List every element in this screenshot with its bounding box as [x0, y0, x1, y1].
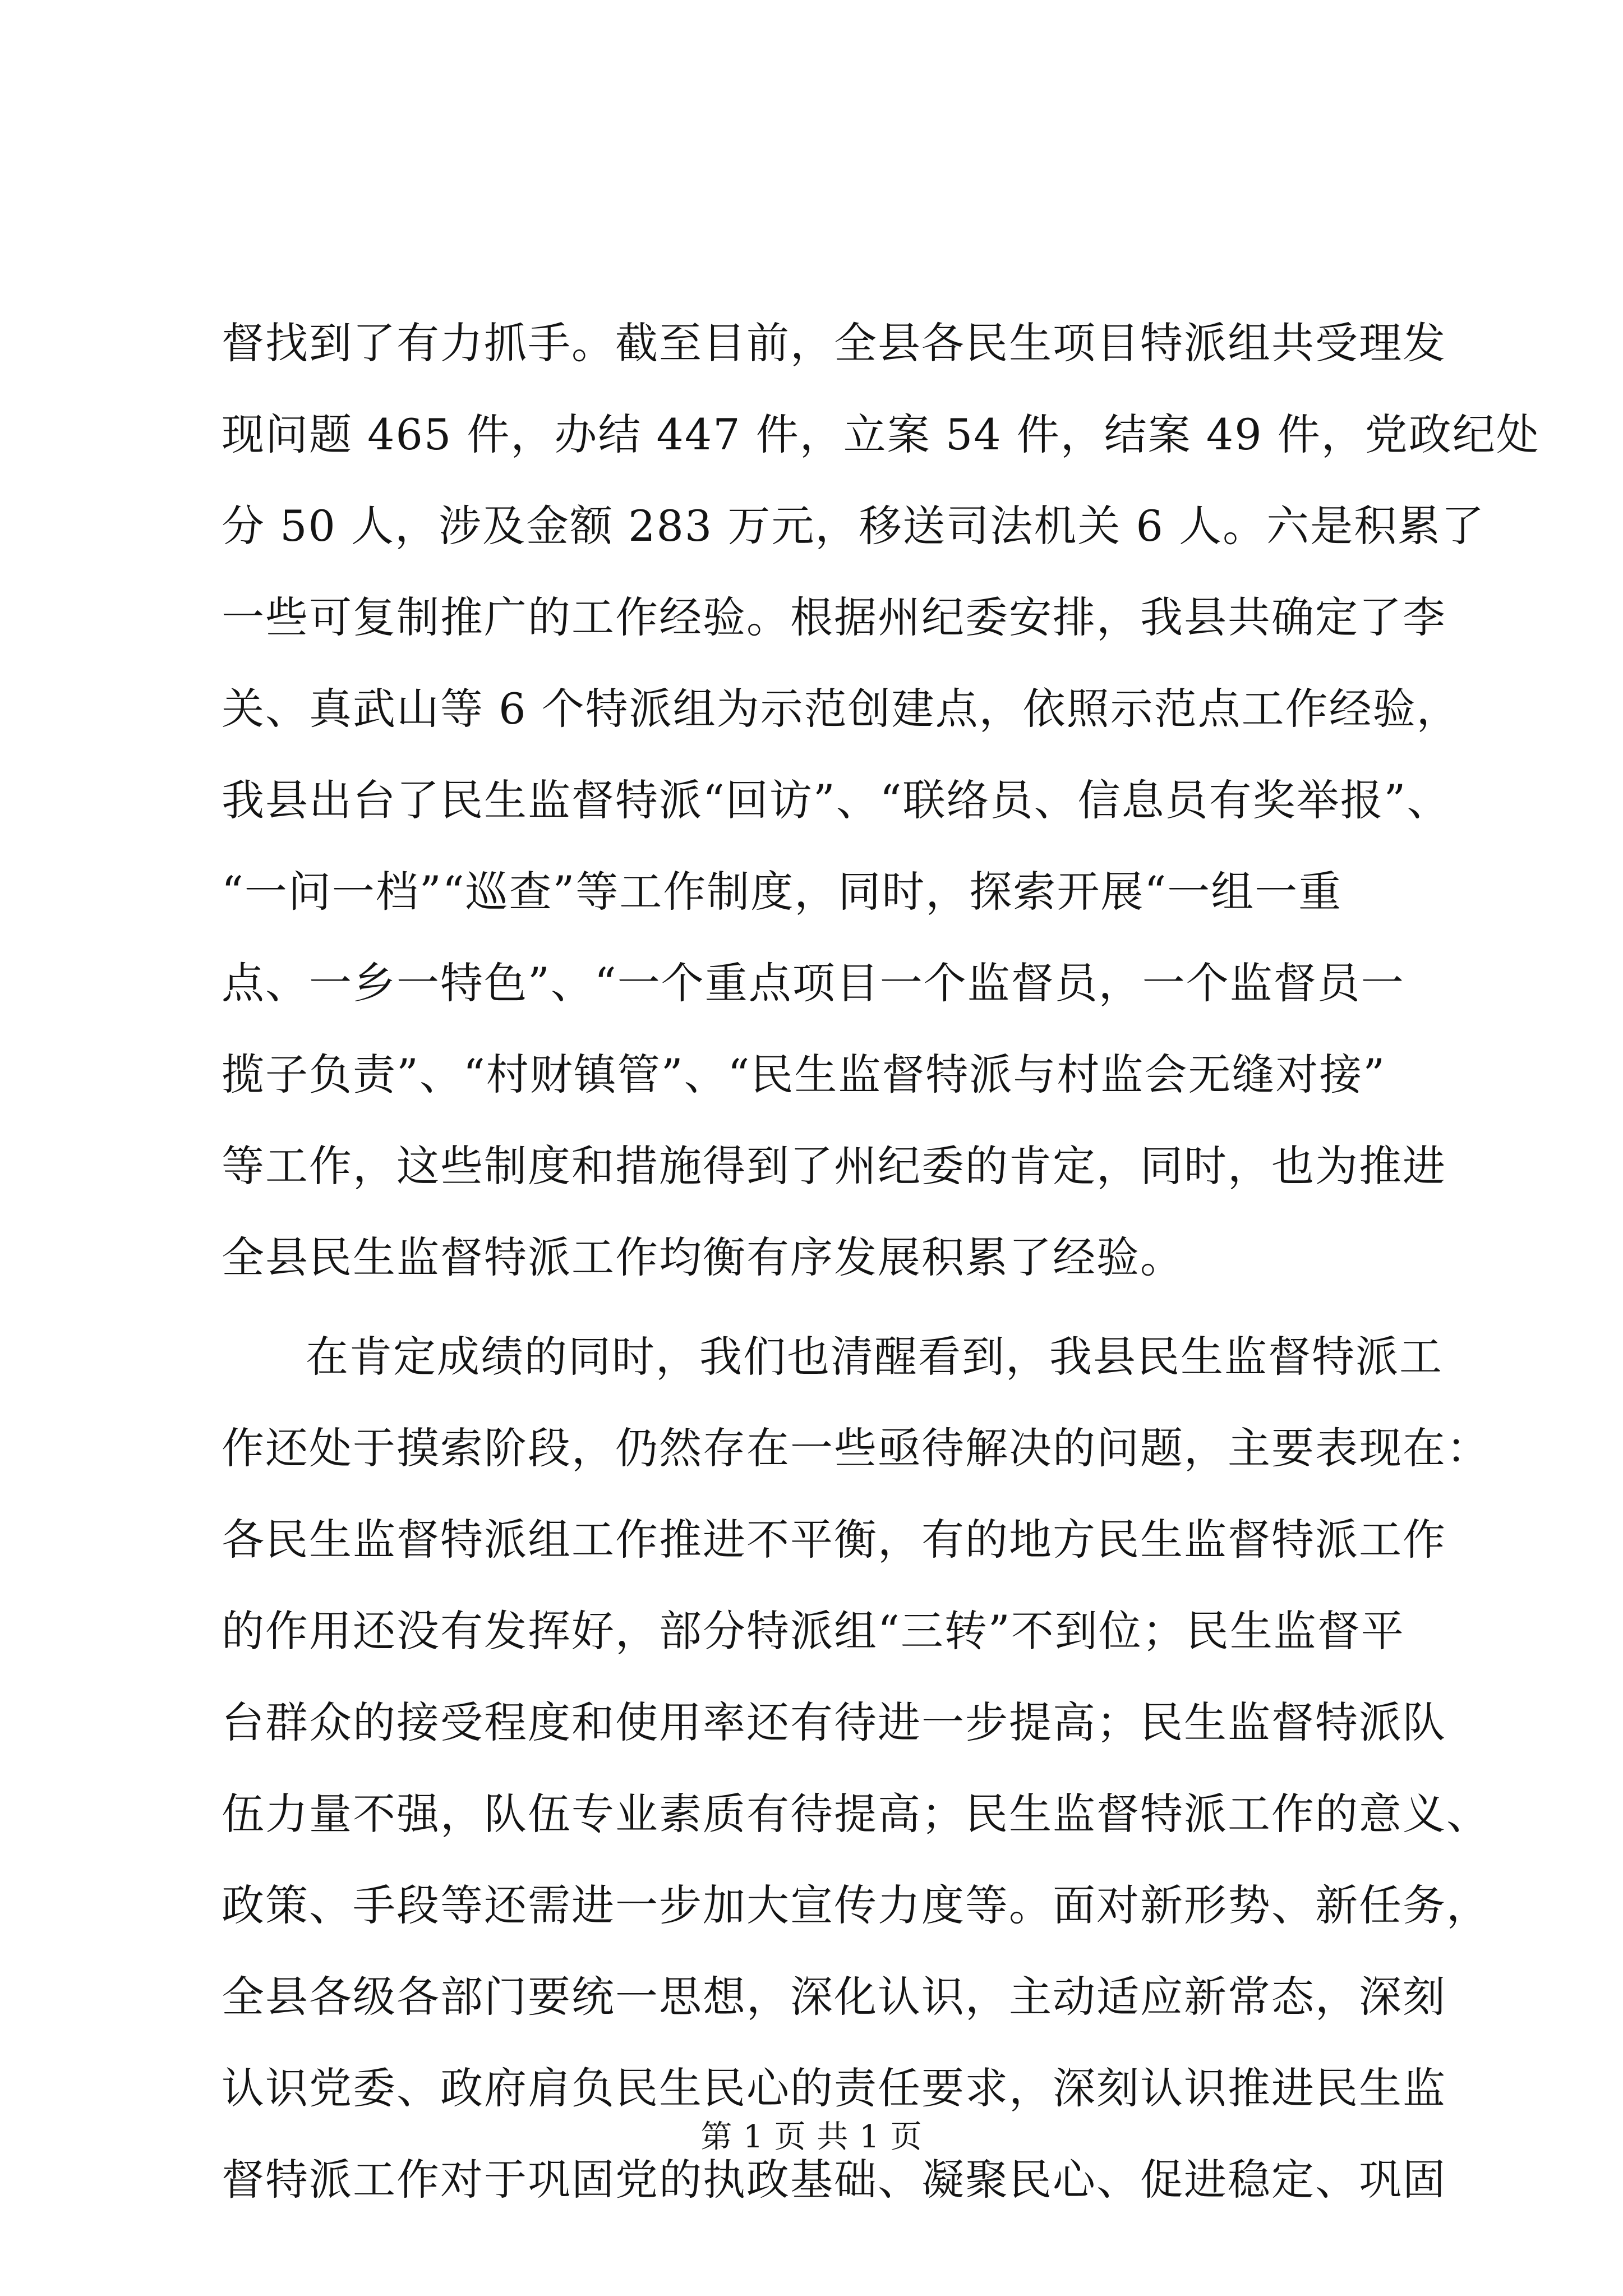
text-line: 作还处于摸索阶段，仍然存在一些亟待解决的问题，主要表现在：	[222, 1423, 1490, 1473]
text-line: 台群众的接受程度和使用率还有待进一步提高；民生监督特派队	[222, 1697, 1446, 1747]
text-line: 现问题 465 件，办结 447 件，立案 54 件，结案 49 件，党政纪处	[222, 409, 1540, 459]
text-line: 点、一乡一特色”、“一个重点项目一个监督员，一个监督员一	[222, 958, 1405, 1008]
text-line: 各民生监督特派组工作推进不平衡，有的地方民生监督特派工作	[222, 1515, 1446, 1565]
text-line: 一些可复制推广的工作经验。根据州纪委安排，我县共确定了李	[222, 592, 1446, 642]
text-line: 分 50 人，涉及金额 283 万元，移送司法机关 6 人。六是积累了	[222, 501, 1486, 551]
paragraph-first-line: 在肯定成绩的同时，我们也清醒看到，我县民生监督特派工	[306, 1332, 1443, 1382]
text-line: 的作用还没有发挥好，部分特派组“三转”不到位；民生监督平	[222, 1606, 1405, 1656]
text-line: 政策、手段等还需进一步加大宣传力度等。面对新形势、新任务，	[222, 1880, 1490, 1930]
text-line: 我县出台了民生监督特派“回访”、“联络员、信息员有奖举报”、	[222, 775, 1451, 825]
text-line: 认识党委、政府肩负民生民心的责任要求，深刻认识推进民生监	[222, 2063, 1446, 2113]
text-line: 揽子负责”、“村财镇管”、“民生监督特派与村监会无缝对接”	[222, 1050, 1386, 1099]
text-line: 督特派工作对于巩固党的执政基础、凝聚民心、促进稳定、巩固	[222, 2155, 1446, 2205]
document-body	[222, 297, 1540, 2225]
text-line: 伍力量不强，队伍专业素质有待提高；民生监督特派工作的意义、	[222, 1789, 1490, 1839]
text-line: 等工作，这些制度和措施得到了州纪委的肯定，同时，也为推进	[222, 1141, 1446, 1191]
text-line: 全县各级各部门要统一思想，深化认识，主动适应新常态，深刻	[222, 1972, 1446, 2022]
text-line: 关、真武山等 6 个特派组为示范创建点，依照示范点工作经验，	[222, 684, 1460, 734]
text-line: “一问一档”“巡查”等工作制度，同时，探索开展“一组一重	[222, 867, 1343, 917]
page-number-footer: 第 1 页 共 1 页	[700, 2119, 923, 2155]
text-line: 全县民生监督特派工作均衡有序发展积累了经验。	[222, 1232, 1184, 1282]
text-line: 督找到了有力抓手。截至目前，全县各民生项目特派组共受理发	[222, 318, 1446, 368]
